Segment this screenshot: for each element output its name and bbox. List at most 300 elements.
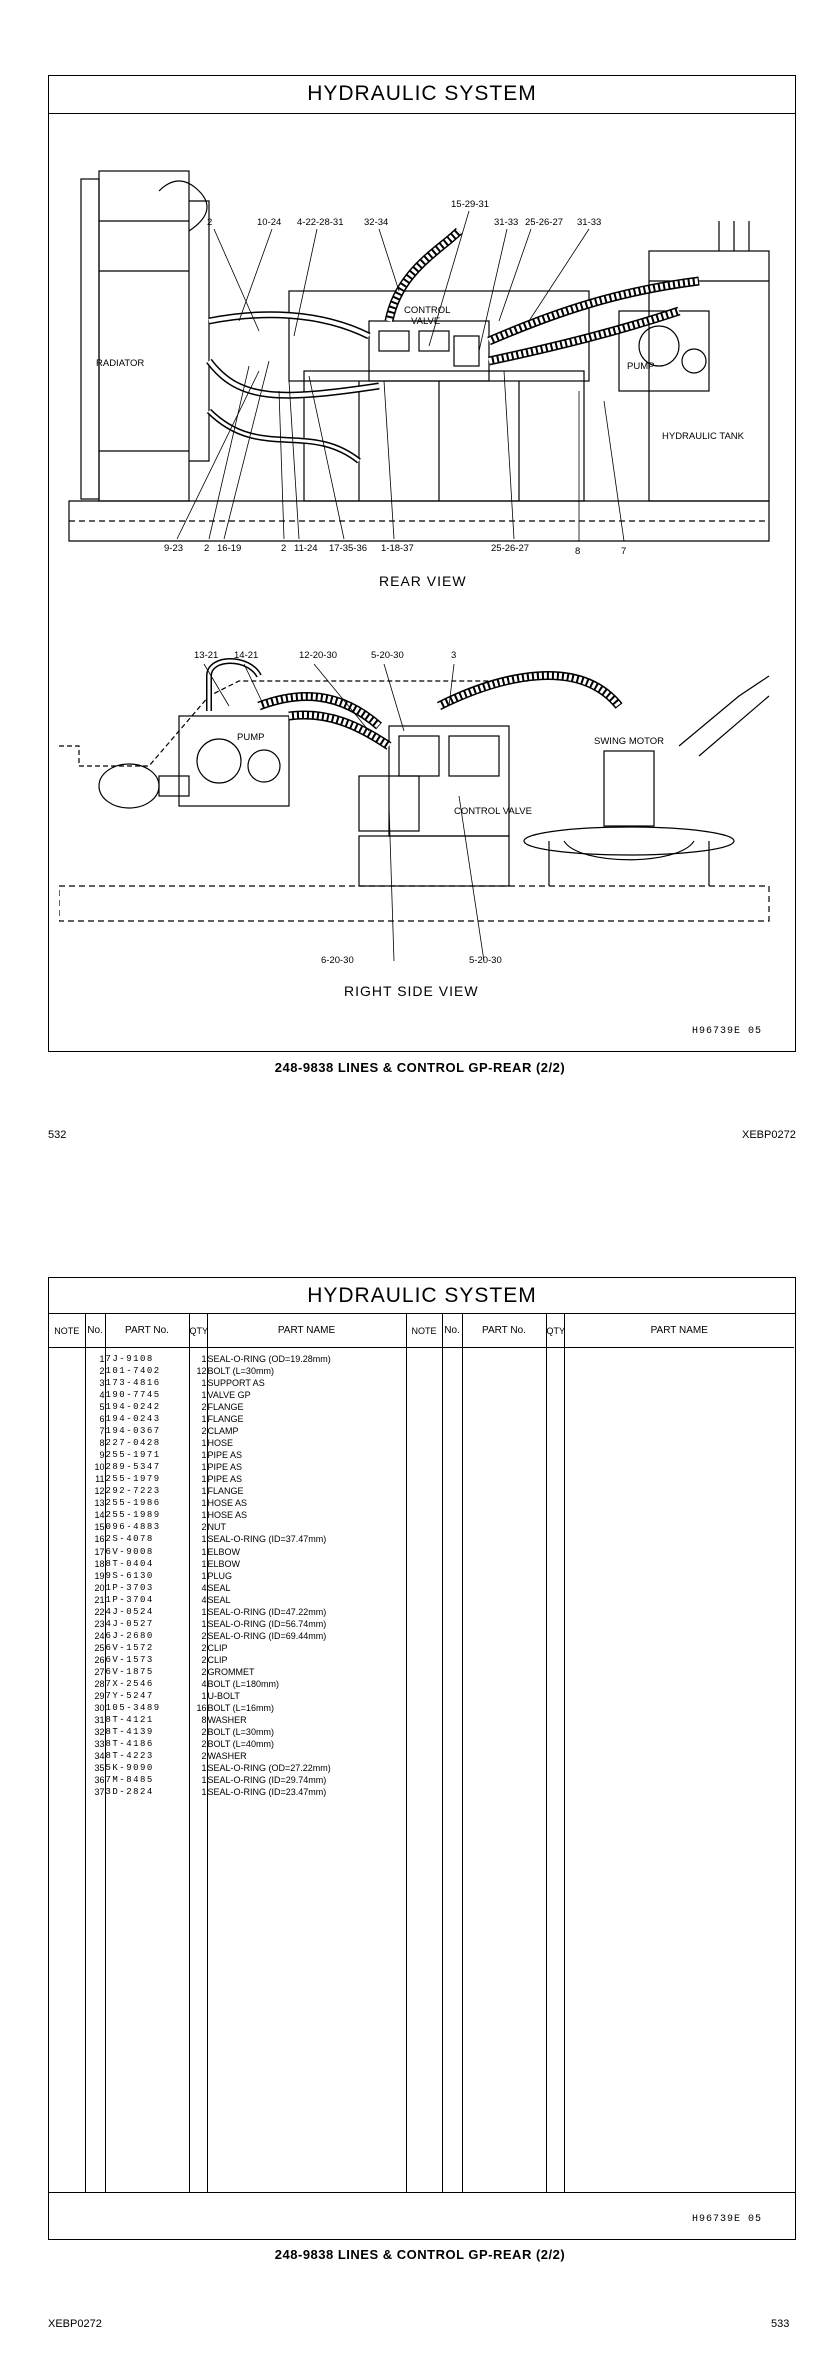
part-name-cell: HOSE [207, 1437, 406, 1449]
part-no-cell: 194-0243 [105, 1413, 189, 1425]
part-no-cell [462, 1377, 546, 1389]
no-cell [442, 1786, 462, 1798]
table-row [49, 1582, 794, 1594]
callout: 6-20-30 [321, 955, 354, 966]
no-cell [442, 1642, 462, 1654]
part-name-cell [564, 1425, 794, 1437]
empty-cell [49, 1798, 85, 2192]
empty-cell [462, 1798, 546, 2192]
part-name-cell: VALVE GP [207, 1389, 406, 1401]
part-name-cell [564, 1365, 794, 1377]
part-no-cell [462, 1594, 546, 1606]
no-cell: 2 [85, 1365, 105, 1377]
table-row [49, 1654, 794, 1666]
qty-cell: 1 [189, 1509, 207, 1521]
no-cell: 3 [85, 1377, 105, 1389]
part-no-cell: 255-1989 [105, 1509, 189, 1521]
callout: 13-21 [194, 650, 219, 661]
table-row [49, 1606, 794, 1618]
note-cell [49, 1738, 85, 1750]
no-cell [442, 1714, 462, 1726]
part-name-cell [564, 1348, 794, 1366]
part-no-cell [462, 1630, 546, 1642]
no-cell: 36 [85, 1774, 105, 1786]
page-number: 532 [48, 1129, 67, 1141]
qty-cell [546, 1485, 564, 1497]
no-cell [442, 1533, 462, 1545]
qty-cell [546, 1546, 564, 1558]
part-name-cell: CLIP [207, 1642, 406, 1654]
no-cell [442, 1606, 462, 1618]
table-row [49, 1509, 794, 1521]
part-name-cell [564, 1521, 794, 1533]
part-name-cell: SUPPORT AS [207, 1377, 406, 1389]
note-cell [406, 1401, 442, 1413]
qty-cell: 2 [189, 1654, 207, 1666]
no-cell: 22 [85, 1606, 105, 1618]
table-row [49, 1473, 794, 1485]
no-cell: 4 [85, 1389, 105, 1401]
part-name-cell: U-BOLT [207, 1690, 406, 1702]
part-name-cell [564, 1618, 794, 1630]
empty-cell [406, 1798, 442, 2192]
no-cell: 9 [85, 1449, 105, 1461]
no-cell [442, 1437, 462, 1449]
callout: 1-18-37 [381, 543, 414, 554]
qty-cell: 4 [189, 1594, 207, 1606]
table-row [49, 1533, 794, 1545]
part-name-cell [564, 1437, 794, 1449]
qty-cell: 2 [189, 1401, 207, 1413]
part-no-cell [462, 1738, 546, 1750]
part-no-cell: 292-7223 [105, 1485, 189, 1497]
no-cell: 37 [85, 1786, 105, 1798]
no-cell: 6 [85, 1413, 105, 1425]
col-note-2: NOTE [406, 1314, 442, 1348]
part-no-cell: 9S-6130 [105, 1570, 189, 1582]
no-cell: 15 [85, 1521, 105, 1533]
qty-cell [546, 1365, 564, 1377]
part-name-cell: NUT [207, 1521, 406, 1533]
col-part-no: PART No. [105, 1314, 189, 1348]
callout: 14-21 [234, 650, 259, 661]
no-cell: 28 [85, 1678, 105, 1690]
part-name-cell [564, 1485, 794, 1497]
callout: 3 [451, 650, 457, 661]
part-no-cell [462, 1666, 546, 1678]
qty-cell [546, 1582, 564, 1594]
swing-motor-label: SWING MOTOR [594, 736, 665, 747]
qty-cell [546, 1473, 564, 1485]
col-qty: QTY [189, 1314, 207, 1348]
part-name-cell: HOSE AS [207, 1509, 406, 1521]
qty-cell: 1 [189, 1389, 207, 1401]
no-cell [442, 1594, 462, 1606]
qty-cell: 4 [189, 1678, 207, 1690]
part-no-cell: 255-1979 [105, 1473, 189, 1485]
qty-cell: 1 [189, 1473, 207, 1485]
qty-cell: 2 [189, 1750, 207, 1762]
part-name-cell: SEAL-O-RING (ID=56.74mm) [207, 1618, 406, 1630]
note-cell [49, 1594, 85, 1606]
note-cell [49, 1546, 85, 1558]
part-no-cell: 194-0367 [105, 1425, 189, 1437]
col-no-2: No. [442, 1314, 462, 1348]
part-no-cell: 6V-1572 [105, 1642, 189, 1654]
col-qty-2: QTY [546, 1314, 564, 1348]
note-cell [49, 1786, 85, 1798]
qty-cell [546, 1425, 564, 1437]
no-cell: 19 [85, 1570, 105, 1582]
callout: 2 [207, 217, 213, 228]
rear-view-label: REAR VIEW [379, 573, 467, 589]
no-cell [442, 1570, 462, 1582]
callout: 15-29-31 [451, 199, 490, 210]
part-no-cell [462, 1533, 546, 1545]
note-cell [49, 1774, 85, 1786]
part-no-cell [462, 1642, 546, 1654]
no-cell [442, 1473, 462, 1485]
part-name-cell [564, 1738, 794, 1750]
col-part-name-2: PART NAME [564, 1314, 794, 1348]
part-name-cell [564, 1642, 794, 1654]
note-cell [49, 1690, 85, 1702]
note-cell [406, 1461, 442, 1473]
page-title: HYDRAULIC SYSTEM [307, 1284, 537, 1307]
part-name-cell: GROMMET [207, 1666, 406, 1678]
control-valve-label: CONTROL VALVE [454, 806, 532, 817]
callout: 8 [575, 546, 581, 557]
table-row [49, 1461, 794, 1473]
part-name-cell: SEAL-O-RING (ID=69.44mm) [207, 1630, 406, 1642]
no-cell: 8 [85, 1437, 105, 1449]
note-cell [406, 1630, 442, 1642]
note-cell [49, 1365, 85, 1377]
part-no-cell [462, 1348, 546, 1366]
part-name-cell: ELBOW [207, 1558, 406, 1570]
part-name-cell: SEAL-O-RING (ID=47.22mm) [207, 1606, 406, 1618]
part-name-cell: SEAL-O-RING (ID=29.74mm) [207, 1774, 406, 1786]
table-row [49, 1714, 794, 1726]
qty-cell: 1 [189, 1497, 207, 1509]
part-name-cell [564, 1449, 794, 1461]
part-name-cell [564, 1594, 794, 1606]
part-name-cell [564, 1461, 794, 1473]
part-no-cell [462, 1786, 546, 1798]
callout: 31-33 [494, 217, 519, 228]
note-cell [49, 1570, 85, 1582]
note-cell [406, 1654, 442, 1666]
qty-cell: 16 [189, 1702, 207, 1714]
part-name-cell: SEAL [207, 1594, 406, 1606]
table-row [49, 1666, 794, 1678]
qty-cell [546, 1738, 564, 1750]
callout: 31-33 [577, 217, 602, 228]
table-row [49, 1726, 794, 1738]
note-cell [49, 1413, 85, 1425]
qty-cell: 1 [189, 1437, 207, 1449]
qty-cell [546, 1726, 564, 1738]
qty-cell [546, 1377, 564, 1389]
control-valve-label-2: VALVE [411, 316, 441, 327]
note-cell [406, 1485, 442, 1497]
part-no-cell: 6J-2680 [105, 1630, 189, 1642]
qty-cell: 1 [189, 1618, 207, 1630]
part-no-cell [462, 1365, 546, 1377]
note-cell [406, 1690, 442, 1702]
part-no-cell [462, 1774, 546, 1786]
note-cell [406, 1570, 442, 1582]
qty-cell: 2 [189, 1738, 207, 1750]
note-cell [406, 1714, 442, 1726]
qty-cell [546, 1714, 564, 1726]
qty-cell: 2 [189, 1726, 207, 1738]
no-cell: 13 [85, 1497, 105, 1509]
table-row [49, 1594, 794, 1606]
note-cell [49, 1509, 85, 1521]
no-cell: 35 [85, 1762, 105, 1774]
empty-cell [105, 1798, 189, 2192]
qty-cell [546, 1630, 564, 1642]
qty-cell [546, 1702, 564, 1714]
note-cell [406, 1774, 442, 1786]
part-no-cell [462, 1582, 546, 1594]
table-filler-row [49, 1798, 794, 2192]
table-row [49, 1348, 794, 1366]
no-cell [442, 1546, 462, 1558]
qty-cell [546, 1413, 564, 1425]
empty-cell [546, 1798, 564, 2192]
part-no-cell: 6V-9008 [105, 1546, 189, 1558]
callout: 5-20-30 [371, 650, 404, 661]
illustration-code: H96739E 05 [692, 2214, 763, 2225]
qty-cell [546, 1654, 564, 1666]
no-cell: 30 [85, 1702, 105, 1714]
part-no-cell: 1P-3703 [105, 1582, 189, 1594]
qty-cell: 1 [189, 1377, 207, 1389]
part-no-cell: 7J-9108 [105, 1348, 189, 1366]
figure-caption: 248-9838 LINES & CONTROL GP-REAR (2/2) [274, 2247, 566, 2262]
part-no-cell: 173-4816 [105, 1377, 189, 1389]
callout: 2 [281, 543, 287, 554]
no-cell: 17 [85, 1546, 105, 1558]
qty-cell: 1 [189, 1786, 207, 1798]
part-no-cell [462, 1401, 546, 1413]
no-cell [442, 1690, 462, 1702]
qty-cell: 1 [189, 1558, 207, 1570]
part-no-cell [462, 1485, 546, 1497]
part-no-cell: 101-7402 [105, 1365, 189, 1377]
part-name-cell: WASHER [207, 1750, 406, 1762]
part-no-cell: 289-5347 [105, 1461, 189, 1473]
note-cell [49, 1485, 85, 1497]
part-no-cell [462, 1558, 546, 1570]
part-name-cell [564, 1401, 794, 1413]
part-no-cell [462, 1521, 546, 1533]
part-name-cell [564, 1473, 794, 1485]
note-cell [49, 1377, 85, 1389]
note-cell [406, 1762, 442, 1774]
qty-cell: 1 [189, 1449, 207, 1461]
part-no-cell [462, 1546, 546, 1558]
table-row [49, 1690, 794, 1702]
note-cell [406, 1449, 442, 1461]
note-cell [49, 1348, 85, 1366]
qty-cell [546, 1461, 564, 1473]
table-row [49, 1750, 794, 1762]
part-name-cell [564, 1726, 794, 1738]
part-name-cell [564, 1630, 794, 1642]
qty-cell: 1 [189, 1413, 207, 1425]
part-no-cell: 255-1986 [105, 1497, 189, 1509]
part-no-cell [462, 1714, 546, 1726]
note-cell [49, 1630, 85, 1642]
note-cell [406, 1389, 442, 1401]
note-cell [406, 1533, 442, 1545]
parts-table [49, 1314, 794, 2192]
col-no: No. [85, 1314, 105, 1348]
title-divider [49, 113, 795, 114]
no-cell [442, 1654, 462, 1666]
note-cell [49, 1582, 85, 1594]
bottom-page-frame [48, 1277, 796, 2240]
swing-motor-body [604, 751, 654, 826]
qty-cell: 12 [189, 1365, 207, 1377]
table-row [49, 1570, 794, 1582]
note-cell [406, 1594, 442, 1606]
part-name-cell: SEAL-O-RING (ID=37.47mm) [207, 1533, 406, 1545]
part-name-cell: SEAL-O-RING (OD=27.22mm) [207, 1762, 406, 1774]
note-cell [49, 1533, 85, 1545]
no-cell [442, 1425, 462, 1437]
qty-cell [546, 1606, 564, 1618]
qty-cell [546, 1678, 564, 1690]
part-name-cell [564, 1678, 794, 1690]
part-name-cell: PLUG [207, 1570, 406, 1582]
note-cell [49, 1449, 85, 1461]
note-cell [49, 1425, 85, 1437]
part-no-cell [462, 1497, 546, 1509]
part-name-cell [564, 1774, 794, 1786]
no-cell: 11 [85, 1473, 105, 1485]
qty-cell: 4 [189, 1582, 207, 1594]
table-row [49, 1521, 794, 1533]
part-no-cell: 8T-0404 [105, 1558, 189, 1570]
part-name-cell: PIPE AS [207, 1461, 406, 1473]
part-name-cell: BOLT (L=40mm) [207, 1738, 406, 1750]
callout: 4-22-28-31 [297, 217, 344, 228]
note-cell [406, 1425, 442, 1437]
part-no-cell [462, 1750, 546, 1762]
note-cell [406, 1413, 442, 1425]
note-cell [49, 1618, 85, 1630]
part-no-cell: 6V-1875 [105, 1666, 189, 1678]
qty-cell [546, 1533, 564, 1545]
note-cell [49, 1654, 85, 1666]
part-name-cell [564, 1654, 794, 1666]
no-cell [442, 1521, 462, 1533]
empty-cell [564, 1798, 794, 2192]
callout: 12-20-30 [299, 650, 338, 661]
no-cell: 21 [85, 1594, 105, 1606]
note-cell [406, 1473, 442, 1485]
note-cell [406, 1521, 442, 1533]
no-cell: 31 [85, 1714, 105, 1726]
part-name-cell [564, 1570, 794, 1582]
pump-label: PUMP [237, 732, 265, 743]
note-cell [49, 1389, 85, 1401]
note-cell [49, 1666, 85, 1678]
part-name-cell [564, 1786, 794, 1798]
note-cell [406, 1377, 442, 1389]
qty-cell [546, 1618, 564, 1630]
table-row [49, 1389, 794, 1401]
no-cell [442, 1377, 462, 1389]
no-cell [442, 1774, 462, 1786]
part-no-cell: 8T-4223 [105, 1750, 189, 1762]
part-name-cell [564, 1750, 794, 1762]
no-cell: 29 [85, 1690, 105, 1702]
part-name-cell: FLANGE [207, 1413, 406, 1425]
radiator-label: RADIATOR [96, 358, 145, 369]
parts-table-body [49, 1348, 794, 2193]
no-cell [442, 1449, 462, 1461]
pump-body [179, 716, 289, 806]
top-page-frame [48, 75, 796, 1052]
qty-cell: 1 [189, 1546, 207, 1558]
table-row [49, 1702, 794, 1714]
footer-divider [49, 2192, 795, 2193]
note-cell [406, 1509, 442, 1521]
part-name-cell: BOLT (L=30mm) [207, 1365, 406, 1377]
part-no-cell: 8T-4186 [105, 1738, 189, 1750]
qty-cell [546, 1594, 564, 1606]
qty-cell: 1 [189, 1774, 207, 1786]
note-cell [49, 1401, 85, 1413]
part-no-cell: 4J-0524 [105, 1606, 189, 1618]
part-no-cell [462, 1509, 546, 1521]
part-name-cell [564, 1606, 794, 1618]
part-name-cell: BOLT (L=180mm) [207, 1678, 406, 1690]
qty-cell: 2 [189, 1425, 207, 1437]
qty-cell: 1 [189, 1533, 207, 1545]
qty-cell [546, 1570, 564, 1582]
no-cell: 14 [85, 1509, 105, 1521]
part-no-cell [462, 1606, 546, 1618]
doc-code: XEBP0272 [48, 2318, 102, 2330]
no-cell: 5 [85, 1401, 105, 1413]
callout: 25-26-27 [491, 543, 530, 554]
qty-cell [546, 1497, 564, 1509]
no-cell: 32 [85, 1726, 105, 1738]
no-cell [442, 1738, 462, 1750]
part-name-cell [564, 1533, 794, 1545]
callout: 5-20-30 [469, 955, 502, 966]
callout: 11-24 [294, 543, 318, 554]
qty-cell: 1 [189, 1570, 207, 1582]
part-name-cell: WASHER [207, 1714, 406, 1726]
part-no-cell [462, 1702, 546, 1714]
no-cell: 1 [85, 1348, 105, 1366]
table-row [49, 1546, 794, 1558]
qty-cell [546, 1666, 564, 1678]
note-cell [406, 1365, 442, 1377]
table-row [49, 1437, 794, 1449]
part-no-cell: 7X-2546 [105, 1678, 189, 1690]
note-cell [406, 1618, 442, 1630]
part-no-cell: 7M-8485 [105, 1774, 189, 1786]
part-name-cell [564, 1389, 794, 1401]
